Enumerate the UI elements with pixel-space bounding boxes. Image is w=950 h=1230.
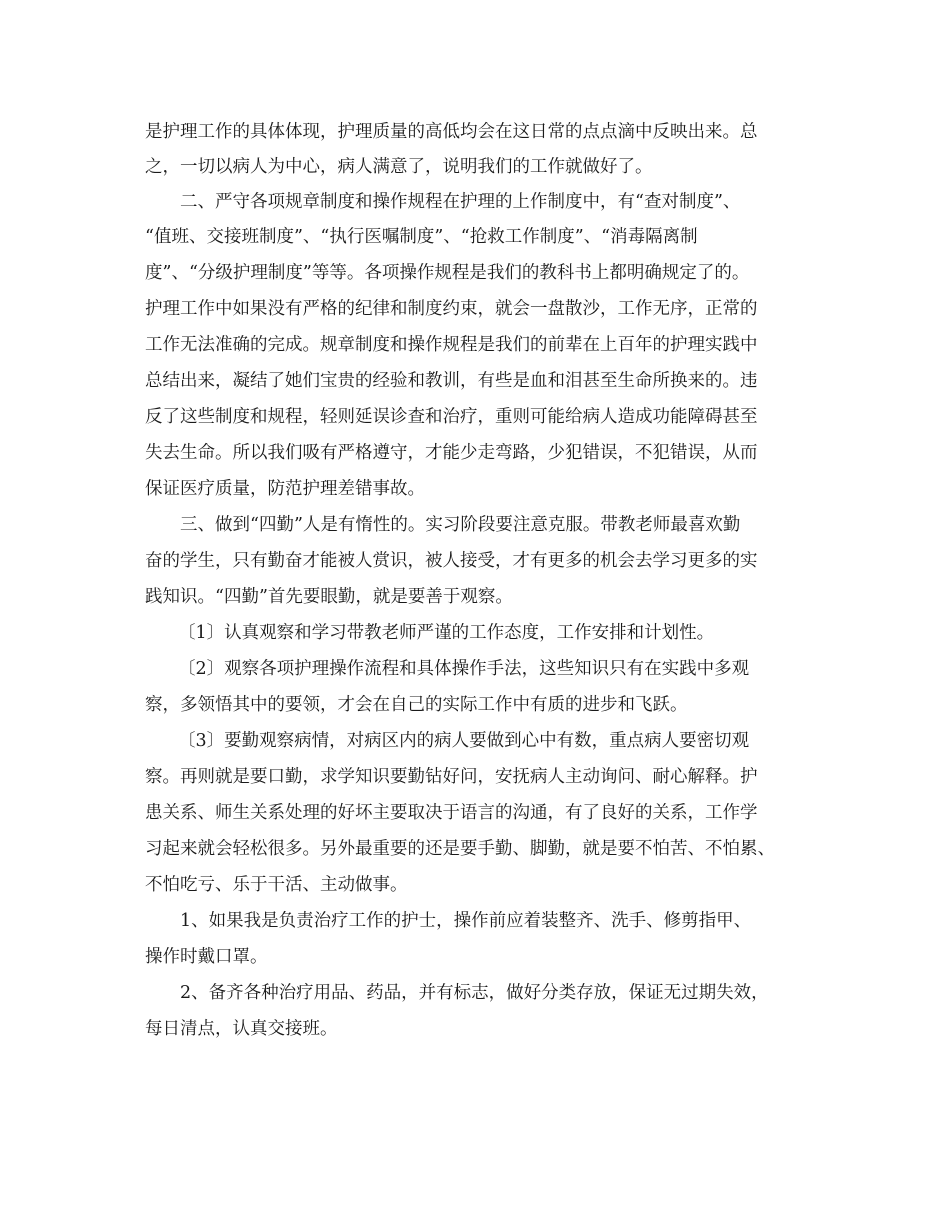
text-line-6: 护理工作中如果没有严格的纪律和制度约束，就会一盘散沙，工作无序，正常的 — [145, 299, 758, 319]
text-line-8: 总结出来，凝结了她们宝贵的经验和教训，有些是血和泪甚至生命所换来的。违 — [145, 371, 758, 391]
text-line-21: 习起来就会轻松很多。另外最重要的还是要手勤、脚勤，就是要不怕苦、不怕累、 — [145, 839, 775, 859]
text-line-9: 反了这些制度和规程，轻则延误诊查和治疗，重则可能给病人造成功能障碍甚至 — [145, 407, 758, 427]
text-line-2: 之，一切以病人为中心，病人满意了，说明我们的工作就做好了。 — [145, 157, 653, 177]
text-line-18: 〔3〕要勤观察病情，对病区内的病人要做到心中有数，重点病人要密切观 — [178, 731, 750, 751]
text-line-3: 二、严守各项规章制度和操作规程在护理的上作制度中，有“查对制度”、 — [180, 192, 741, 212]
text-line-20: 患关系、师生关系处理的好坏主要取决于语言的沟通，有了良好的关系，工作学 — [145, 803, 758, 823]
text-line-7: 工作无法准确的完成。规章制度和操作规程是我们的前辈在上百年的护理实践中 — [145, 335, 758, 355]
text-line-16: 〔2〕观察各项护理操作流程和具体操作手法，这些知识只有在实践中多观 — [178, 659, 750, 679]
text-line-15: 〔1〕认真观察和学习带教老师严谨的工作态度，工作安排和计划性。 — [178, 623, 715, 643]
text-line-5: 度”、“分级护理制度”等等。各项操作规程是我们的教科书上都明确规定了的。 — [145, 263, 750, 283]
text-line-22: 不怕吃亏、乐于干活、主动做事。 — [145, 875, 408, 895]
text-line-10: 失去生命。所以我们吸有严格遵守，才能少走弯路，少犯错误，不犯错误，从而 — [145, 443, 758, 463]
text-line-4: “值班、交接班制度”、“执行医嘱制度”、“抢救工作制度”、“消毒隔离制 — [145, 227, 698, 247]
text-line-19: 察。再则就是要口勤，求学知识要勤钻好问，安抚病人主动询问、耐心解释。护 — [145, 767, 758, 787]
text-line-25: 2、备齐各种治疗用品、药品，并有标志，做好分类存放，保证无过期失效， — [180, 983, 769, 1003]
text-line-26: 每日清点，认真交接班。 — [145, 1019, 338, 1039]
text-line-14: 践知识。“四勤”首先要眼勤，就是要善于观察。 — [145, 587, 513, 607]
text-line-12: 三、做到“四勤”人是有惰性的。实习阶段要注意克服。带教老师最喜欢勤 — [180, 515, 741, 535]
text-line-11: 保证医疗质量，防范护理差错事故。 — [145, 479, 425, 499]
text-line-24: 操作时戴口罩。 — [145, 947, 268, 967]
text-line-1: 是护理工作的具体体现，护理质量的高低均会在这日常的点点滴中反映出来。总 — [145, 122, 758, 142]
text-line-13: 奋的学生，只有勤奋才能被人赏识，被人接受，才有更多的机会去学习更多的实 — [145, 551, 758, 571]
text-line-23: 1、如果我是负责治疗工作的护士，操作前应着装整齐、洗手、修剪指甲、 — [180, 911, 752, 931]
text-line-17: 察，多领悟其中的要领，才会在自己的实际工作中有质的进步和飞跃。 — [145, 695, 688, 715]
